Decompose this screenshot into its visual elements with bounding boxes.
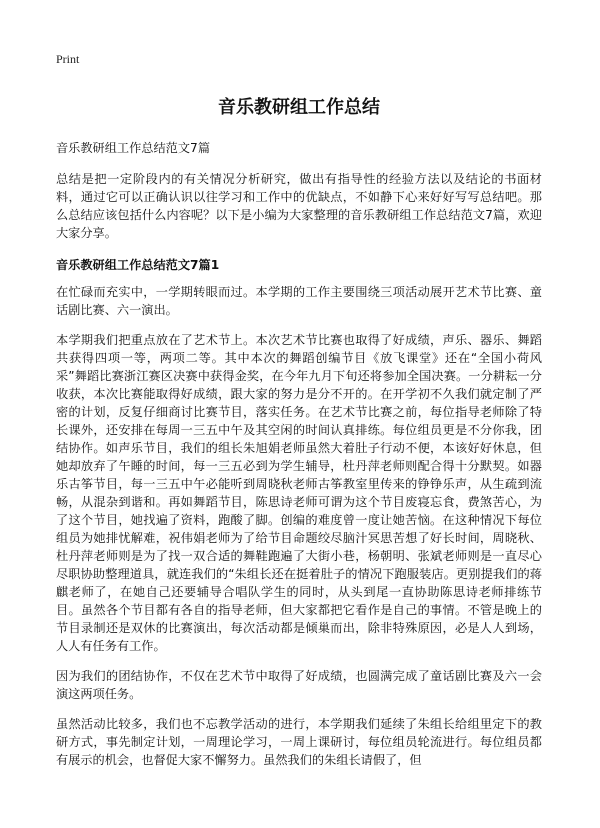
document-subtitle: 音乐教研组工作总结范文7篇	[56, 141, 211, 155]
paragraph: 虽然活动比较多，我们也不忘教学活动的进行，本学期我们延续了朱组长给组里定下的教研方式，事先制定计划，一周理论学习，一周上课研讨，每位组员轮流进行。每位组员都有展示的机会，也督促大家不懈努力。虽然我们的朱组长请假了，但	[56, 717, 542, 767]
paragraph: 在忙碌而充实中，一学期转眼而过。本学期的工作主要围绕三项活动展开艺术节比赛、童话剧比赛、六一演出。	[56, 285, 542, 317]
section-heading: 音乐教研组工作总结范文7篇1	[56, 258, 220, 272]
page-title: 音乐教研组工作总结	[218, 97, 380, 118]
paragraph: 本学期我们把重点放在了艺术节上。本次艺术节比赛也取得了好成绩，声乐、器乐、舞蹈共获得四项一等，两项二等。其中本次的舞蹈创编节目《放飞课堂》还在“全国小荷风采”舞蹈比赛浙江赛区决赛中获得金奖，在今年九月下旬还将参加全国决赛。一分耕耘一分收获，本次比赛能取得好成绩，跟大家的努力是分不开的。在开学初不久我们就定制了严密的计划，反复仔细商讨比赛节目，落实任务。在艺术节比赛之前，每位指导老师除了特长课外，还安排在每周一三五中午及其空闲的时间认真排练。每位组员更是不分你我，团结协作。如声乐节目，我们的组长朱旭娟老师虽然大着肚子行动不便，本该好好休息，但她却放弃了午睡的时间，每一三五必到为学生辅导，杜丹萍老师则配合得十分默契。如器乐古筝节目，每一三五中午必能听到周晓秋老师古筝教室里传来的铮铮乐声，从生疏到流畅，从混杂到谐和。再如舞蹈节目，陈思诗老师可谓为这个节目废寝忘食，费煞苦心，为了这个节目，她找遍了资料，跑酸了脚。创编的难度曾一度让她苦恼。在这种情况下每位组员为她排忧解难，祝伟娟老师为了给节目命题绞尽脑汁冥思苦想了好长时间，周晓秋、杜丹萍老师则是为了找一双合适的舞鞋跑遍了大街小巷，杨朝明、张斌老师则是一直尽心尽职协助整理道具，就连我们的“朱组长还在挺着肚子的情况下跑服装店。更别提我们的蒋麒老师了，在她自己还要辅导合唱队学生的同时，从头到尾一直协助陈思诗老师排练节目。虽然各个节目都有各自的指导老师，但大家都把它看作是自己的事情。不管是晚上的节目录制还是双休的比赛演出，每次活动都是倾巢而出，除非特殊原因，必是人人到场，人人有任务有工作。	[56, 333, 542, 653]
intro-paragraph: 总结是把一定阶段内的有关情况分析研究，做出有指导性的经验方法以及结论的书面材料，通过它可以正确认识以往学习和工作中的优缺点，不如静下心来好好写写总结吧。那么总结应该包括什么内容呢？以下是小编为大家整理的音乐教研组工作总结范文7篇，欢迎大家分享。	[56, 172, 542, 240]
paragraph: 因为我们的团结协作，不仅在艺术节中取得了好成绩，也圆满完成了童话剧比赛及六一会演这两项任务。	[56, 669, 542, 701]
print-link[interactable]: Print	[56, 52, 80, 66]
